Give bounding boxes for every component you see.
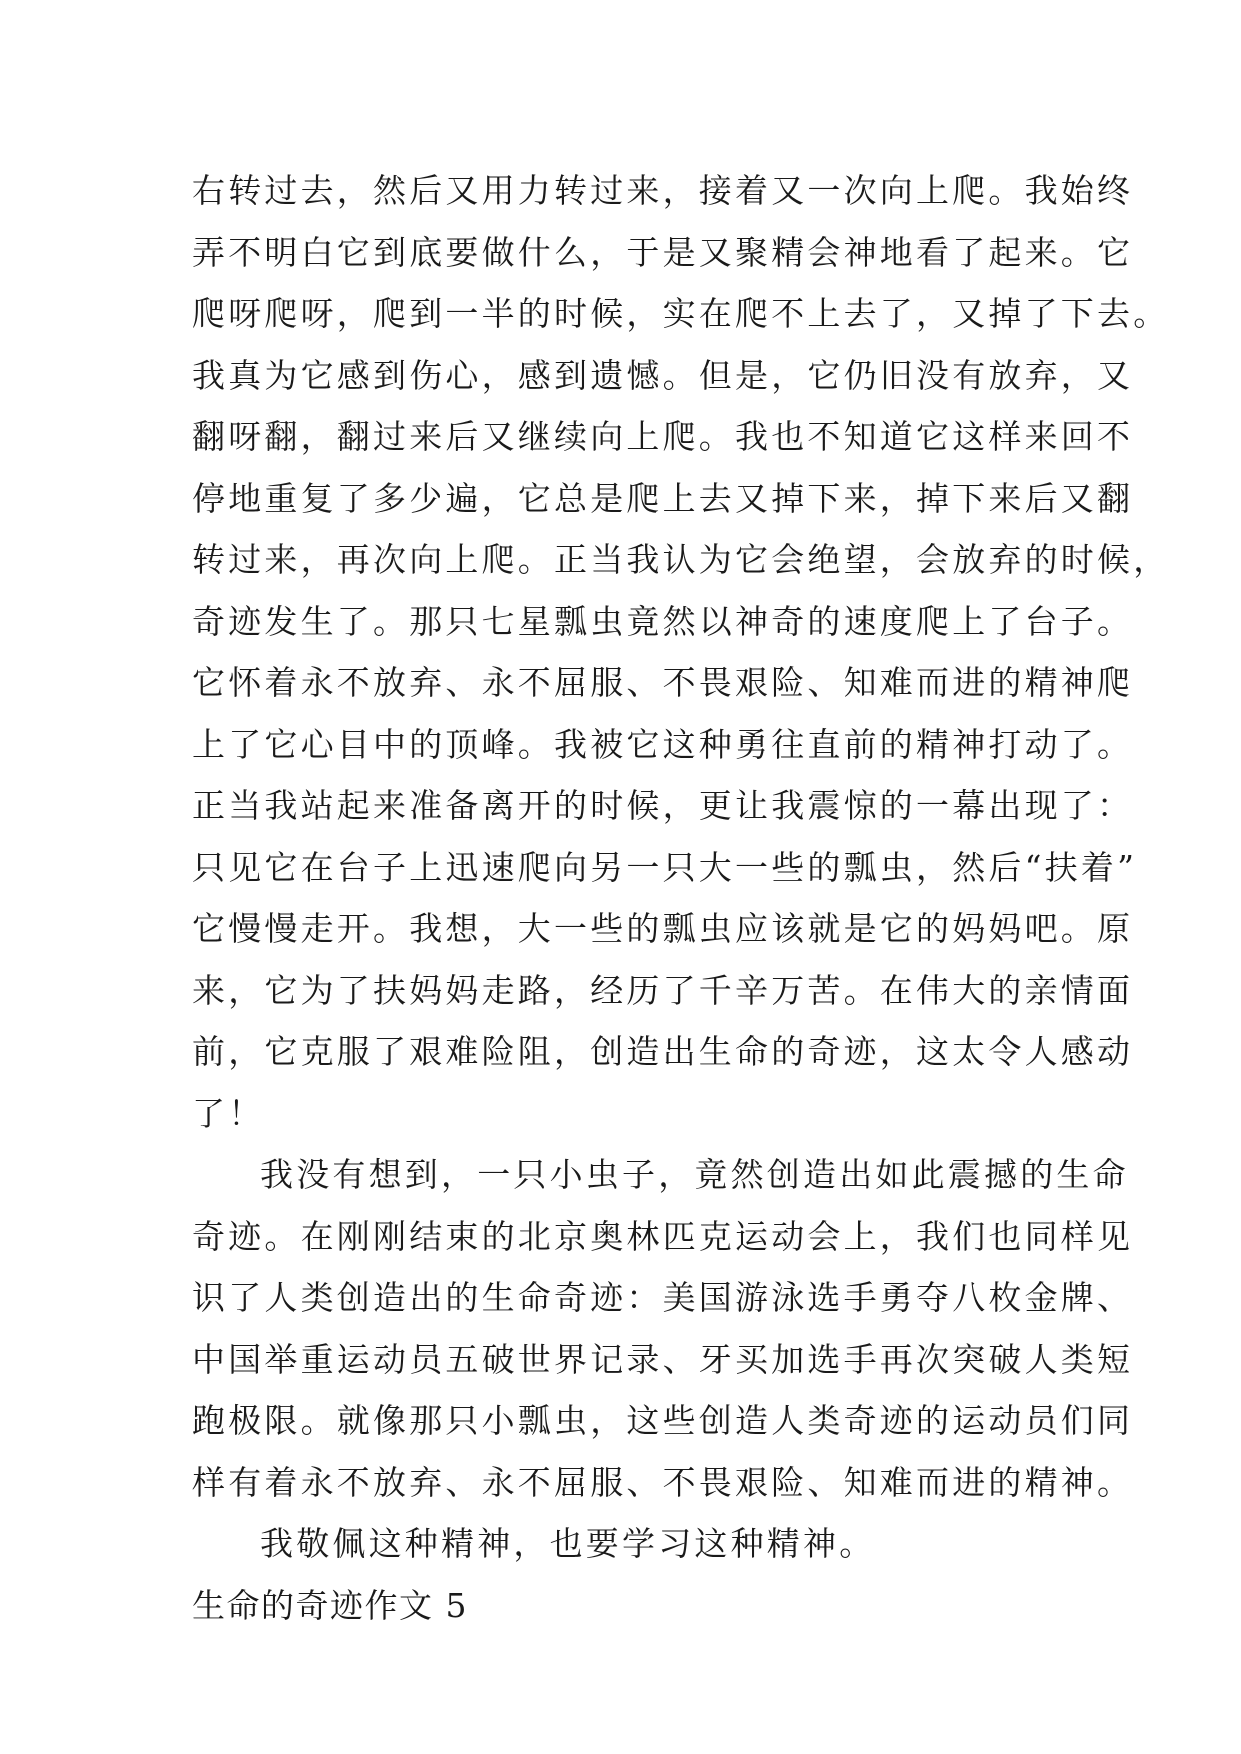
document-body [192,160,1170,1636]
text-line: 翻呀翻，翻过来后又继续向上爬。我也不知道它这样来回不 [192,417,1134,456]
text-line: 奇迹发生了。那只七星瓢虫竟然以神奇的速度爬上了台子。 [192,601,1134,641]
text-line: 弄不明白它到底要做什么，于是又聚精会神地看了起来。它 [192,232,1134,272]
text-line: 转过来，再次向上爬。正当我认为它会绝望，会放弃的时候， [192,540,1170,579]
text-line: 我没有想到，一只小虫子，竟然创造出如此震撼的生命 [260,1155,1129,1194]
text-line: 跑极限。就像那只小瓢虫，这些创造人类奇迹的运动员们同 [192,1401,1134,1440]
text-line: 中国举重运动员五破世界记录、牙买加选手再次突破人类短 [192,1339,1134,1379]
text-line: 右转过去，然后又用力转过来，接着又一次向上爬。我始终 [192,171,1134,210]
text-line: 只见它在台子上迅速爬向另一只大一些的瓢虫，然后“扶着” [192,847,1138,887]
text-line: 来，它为了扶妈妈走路，经历了千辛万苦。在伟大的亲情面 [192,970,1134,1010]
text-line: 正当我站起来准备离开的时候，更让我震惊的一幕出现了： [192,786,1134,825]
text-line: 识了人类创造出的生命奇迹：美国游泳选手勇夺八枚金牌、 [192,1278,1134,1317]
paragraph-1 [192,160,1170,1144]
text-line: 了！ [192,1093,265,1133]
text-line: 它慢慢走开。我想，大一些的瓢虫应该就是它的妈妈吧。原 [192,909,1134,948]
text-line: 它怀着永不放弃、永不屈服、不畏艰险、知难而进的精神爬 [192,663,1134,702]
text-line: 我敬佩这种精神，也要学习这种精神。 [260,1524,876,1563]
text-line: 我真为它感到伤心，感到遗憾。但是，它仍旧没有放弃，又 [192,355,1134,395]
section-heading [192,1575,1072,1637]
text-line: 样有着永不放弃、永不屈服、不畏艰险、知难而进的精神。 [192,1462,1134,1502]
section-heading-text: 生命的奇迹作文 5 [192,1585,468,1625]
text-line: 上了它心目中的顶峰。我被它这种勇往直前的精神打动了。 [192,724,1134,764]
paragraph-3 [192,1513,1072,1575]
text-line: 奇迹。在刚刚结束的北京奥林匹克运动会上，我们也同样见 [192,1216,1134,1256]
text-line: 前，它克服了艰难险阻，创造出生命的奇迹，这太令人感动 [192,1032,1134,1071]
paragraph-2 [192,1144,1134,1513]
text-line: 爬呀爬呀，爬到一半的时候，实在爬不上去了，又掉了下去。 [192,294,1170,333]
text-line: 停地重复了多少遍，它总是爬上去又掉下来，掉下来后又翻 [192,478,1134,518]
